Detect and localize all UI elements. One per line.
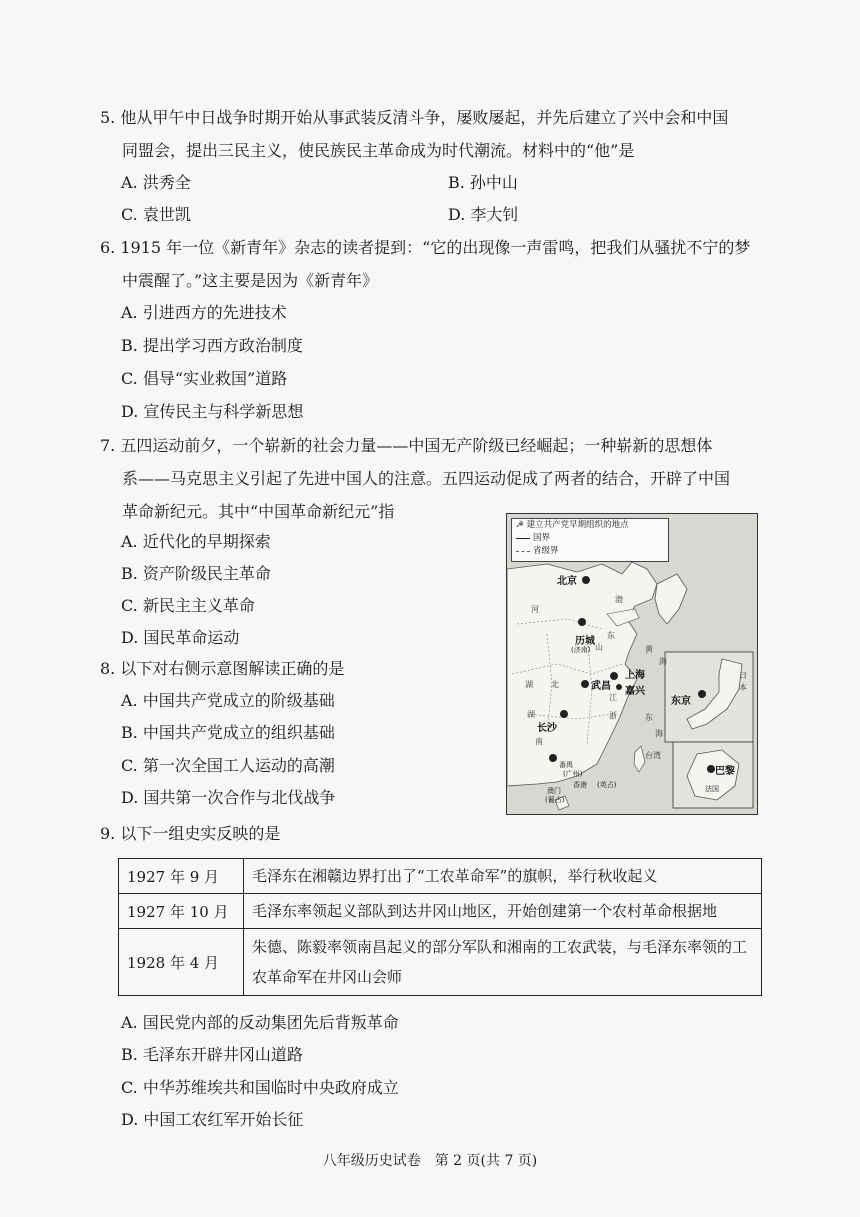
hammer-sickle-icon: ☭ [516,520,524,530]
province-label: 湖 [527,710,535,719]
province-label: 日 [739,671,747,680]
province-label: 北 [551,680,559,689]
q5-stem-line2: 同盟会，提出三民主义，使民族民主革命成为时代潮流。材料中的“他”是 [122,141,635,160]
province-label: 海 [655,729,663,738]
q7-option-a: A. 近代化的早期探索 [121,532,271,551]
legend-border-row [516,532,668,545]
city-jinan: (济南) [571,646,591,654]
events-table [118,858,762,996]
table-row [119,929,762,996]
province-label: 东 [607,631,615,640]
city-hongkong: 香港 [573,781,587,789]
q8-option-c: C. 第一次全国工人运动的高潮 [121,756,335,775]
province-label: 台湾 [645,751,661,760]
province-label: 湖 [525,680,533,689]
q6-option-a: A. 引进西方的先进技术 [121,303,287,322]
q8-option-b: B. 中国共产党成立的组织基础 [121,723,335,742]
city-beijing: 北京 [557,576,577,587]
province-label: 江 [609,693,617,702]
province-label: 山 [595,643,603,652]
city-paris: 巴黎 [715,766,735,777]
city-macau-note: (葡占) [545,796,565,804]
q9-option-d: D. 中国工农红军开始长征 [121,1110,304,1129]
province-label: 海 [659,657,667,666]
province-label: 渤 [615,595,623,604]
event-date: 1927 年 10 月 [119,894,244,929]
province-label: 河 [531,605,539,614]
q8-option-a: A. 中国共产党成立的阶级基础 [121,691,335,710]
q7-stem-line1: 7. 五四运动前夕，一个崭新的社会力量——中国无产阶级已经崛起；一种崭新的思想体 [100,436,713,455]
event-description: 毛泽东在湘赣边界打出了“工农革命军”的旗帜，举行秋收起义 [244,859,762,894]
q8-option-d: D. 国共第一次合作与北伐战争 [121,788,336,807]
q7-option-b: B. 资产阶级民主革命 [121,564,271,583]
city-hk-note: (英占) [597,781,617,789]
province-label: 东 [645,713,653,722]
city-changsha: 长沙 [537,723,557,734]
q9-option-c: C. 中华苏维埃共和国临时中央政府成立 [121,1078,399,1097]
q5-stem-line1: 5. 他从甲午中日战争时期开始从事武装反清斗争，屡败屡起，并先后建立了兴中会和中国 [100,108,729,127]
cpc-early-organizations-map [506,513,758,815]
city-tokyo: 东京 [671,696,691,707]
city-jiaxing: 嘉兴 [625,686,645,697]
q7-stem-line3: 革命新纪元。其中“中国革命新纪元”指 [122,502,395,521]
table-row [119,859,762,894]
legend-border-label: 国界 [533,533,551,543]
city-panyu: 番禺 [559,761,573,769]
table-row [119,894,762,929]
page-footer: 八年级历史试卷 第 2 页(共 7 页) [322,1153,538,1169]
legend-province-row [516,545,668,558]
city-wuchang: 武昌 [591,681,611,692]
question-8-stem: 8. 以下对右侧示意图解读正确的是 [100,659,345,678]
event-date: 1927 年 9 月 [119,859,244,894]
q5-option-c: C. 袁世凯 [121,205,191,224]
question-6-stem [100,231,780,297]
q9-option-a: A. 国民党内部的反动集团先后背叛革命 [121,1013,399,1032]
q6-stem-line2: 中震醒了。”这主要是因为《新青年》 [122,271,379,290]
map-legend [511,518,669,562]
province-label: 浙 [609,711,617,720]
q7-stem-line2: 系——马克思主义引起了先进中国人的注意。五四运动促成了两者的结合，开辟了中国 [122,469,731,488]
q5-option-d: D. 李大钊 [448,205,519,224]
national-border-swatch [516,538,530,539]
q6-option-b: B. 提出学习西方政治制度 [121,336,303,355]
event-description: 朱德、陈毅率领南昌起义的部分军队和湘南的工农武装，与毛泽东率领的工农革命军在井冈山会师 [244,929,762,996]
city-macau: 澳门 [547,787,561,795]
city-licheng: 历城 [575,636,595,647]
event-description: 毛泽东率领起义部队到达井冈山地区，开始创建第一个农村革命根据地 [244,894,762,929]
province-label: 南 [535,737,543,746]
legend-marker-row [516,519,668,532]
q6-stem-line1: 6. 1915 年一位《新青年》杂志的读者提到：“它的出现像一声雷鸣，把我们从骚扰不宁的梦 [100,238,751,257]
event-date: 1928 年 4 月 [119,929,244,996]
province-label: 黄 [645,645,653,654]
province-border-swatch [516,551,530,552]
legend-title: 建立共产党早期组织的地点 [526,520,629,530]
city-shanghai: 上海 [625,670,645,681]
question-5-stem [100,101,780,167]
q6-option-c: C. 倡导“实业救国”道路 [121,369,288,388]
q7-option-d: D. 国民革命运动 [121,628,240,647]
legend-province-label: 省级界 [533,546,559,556]
q7-option-c: C. 新民主主义革命 [121,596,255,615]
q5-option-b: B. 孙中山 [448,173,518,192]
q6-option-d: D. 宣传民主与科学新思想 [121,402,304,421]
country-france: 法国 [705,785,719,793]
city-guangzhou: (广州) [563,770,583,778]
q9-option-b: B. 毛泽东开辟井冈山道路 [121,1045,303,1064]
q5-option-a: A. 洪秀全 [121,173,191,192]
question-9-stem: 9. 以下一组史实反映的是 [100,824,281,843]
province-label: 本 [739,683,747,692]
